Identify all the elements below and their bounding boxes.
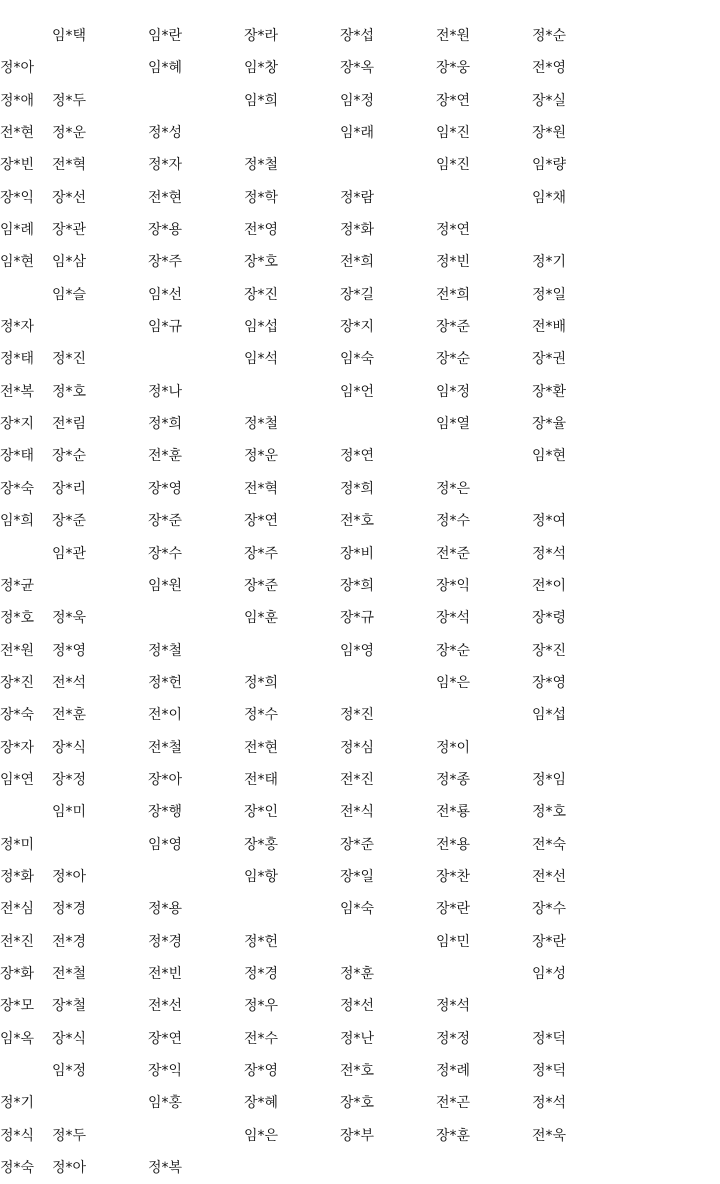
name-cell: 임*희: [0, 513, 35, 530]
name-cell: 정*두: [52, 1127, 87, 1144]
name-cell: 정*선: [340, 998, 375, 1015]
name-cell: 장*숙: [0, 707, 35, 724]
name-cell: 전*희: [340, 254, 375, 271]
name-cell: 장*준: [436, 319, 471, 336]
name-cell: 정*성: [148, 125, 183, 142]
name-cell: 전*훈: [148, 448, 183, 465]
name-cell: 전*원: [436, 28, 471, 44]
name-cell: 장*석: [436, 610, 471, 627]
name-cell: 정*철: [148, 642, 183, 659]
row-margin: [148, 861, 244, 893]
name-cell: 임*창: [244, 60, 279, 77]
name-cell: 임*란: [148, 28, 183, 44]
name-cell: 임*언: [340, 383, 375, 400]
name-cell: 정*임: [532, 771, 567, 788]
name-cell: 장*순: [436, 642, 471, 659]
name-cell: 장*태: [0, 448, 35, 465]
name-cell: 임*은: [244, 1127, 279, 1144]
name-cell: 정*덕: [532, 1063, 567, 1079]
name-cell: 임*삼: [52, 254, 87, 271]
name-cell: 전*영: [532, 60, 567, 77]
name-cell: 장*수: [532, 901, 567, 918]
name-cell: 정*기: [532, 254, 567, 271]
name-cell: 장*리: [52, 480, 87, 497]
name-cell: 정*숙: [0, 1160, 35, 1177]
name-cell: 장*라: [244, 28, 279, 44]
name-cell: 임*규: [148, 319, 183, 336]
name-cell: 장*웅: [436, 60, 471, 77]
row-margin: [340, 667, 436, 699]
name-cell: 정*아: [52, 868, 87, 885]
name-cell: 장*영: [148, 480, 183, 497]
row-margin: [244, 893, 340, 925]
name-cell: 임*섭: [244, 319, 279, 336]
name-cell: 정*종: [436, 771, 471, 788]
name-cell: 전*준: [436, 545, 471, 562]
row-margin: [148, 343, 244, 375]
name-cell: 정*난: [340, 1030, 375, 1047]
row-margin: [340, 926, 436, 958]
name-cell: 장*숙: [0, 480, 35, 497]
name-cell: 장*규: [340, 610, 375, 627]
name-cell: 장*길: [340, 286, 375, 303]
name-cell: 정*례: [436, 1063, 471, 1079]
name-cell: 정*애: [0, 92, 35, 109]
name-cell: 정*일: [532, 286, 567, 303]
name-cell: 임*량: [532, 157, 567, 174]
name-cell: 정*자: [0, 319, 35, 336]
name-cell: 전*배: [532, 319, 567, 336]
name-cell: 임*채: [532, 189, 567, 206]
name-cell: 장*비: [340, 545, 375, 562]
name-cell: 장*주: [148, 254, 183, 271]
name-cell: 정*석: [532, 545, 567, 562]
name-cell: 전*욱: [532, 1127, 567, 1144]
name-cell: 장*선: [52, 189, 87, 206]
row-margin: [0, 796, 52, 828]
name-cell: 정*여: [532, 513, 567, 530]
name-cell: 정*덕: [532, 1030, 567, 1047]
row-margin: [52, 1087, 148, 1119]
name-cell: 임*은: [436, 674, 471, 691]
name-cell: 장*익: [436, 577, 471, 594]
name-cell: 장*령: [532, 610, 567, 627]
name-cell: 장*철: [52, 998, 87, 1015]
name-cell: 정*연: [340, 448, 375, 465]
name-cell: 전*식: [340, 804, 375, 821]
row-margin: [52, 570, 148, 602]
name-cell: 전*현: [148, 189, 183, 206]
name-cell: 임*석: [244, 351, 279, 368]
row-margin: [52, 829, 148, 861]
name-cell: 전*현: [244, 739, 279, 756]
name-cell: 전*혁: [244, 480, 279, 497]
name-cell: 장*섭: [340, 28, 375, 44]
name-cell: 임*옥: [0, 1030, 35, 1047]
name-cell: 전*태: [244, 771, 279, 788]
name-cell: 장*식: [52, 1030, 87, 1047]
name-cell: 장*일: [340, 868, 375, 885]
name-cell: 정*운: [52, 125, 87, 142]
name-cell: 장*빈: [0, 157, 35, 174]
name-cell: 전*현: [0, 125, 35, 142]
row-margin: [244, 635, 340, 667]
name-cell: 장*진: [244, 286, 279, 303]
name-cell: 정*진: [340, 707, 375, 724]
name-cell: 임*미: [52, 804, 87, 821]
row-margin: [0, 20, 52, 52]
name-cell: 장*정: [52, 771, 87, 788]
name-cell: 장*환: [532, 383, 567, 400]
name-cell: 장*진: [532, 642, 567, 659]
name-cell: 정*아: [52, 1160, 87, 1177]
name-cell: 장*연: [436, 92, 471, 109]
name-cell: 임*선: [148, 286, 183, 303]
name-cell: 정*헌: [244, 933, 279, 950]
row-margin: [244, 376, 340, 408]
name-cell: 전*희: [436, 286, 471, 303]
name-cell: 임*영: [340, 642, 375, 659]
name-cell: 전*수: [244, 1030, 279, 1047]
row-margin: [148, 85, 244, 117]
name-cell: 임*성: [532, 965, 567, 982]
name-cell: 전*영: [244, 222, 279, 239]
name-cell: 임*정: [52, 1063, 87, 1079]
name-cell: 정*호: [532, 804, 567, 821]
name-cell: 정*나: [148, 383, 183, 400]
name-cell: 임*정: [436, 383, 471, 400]
name-cell: 임*현: [532, 448, 567, 465]
name-cell: 장*실: [532, 92, 567, 109]
name-cell: 장*원: [532, 125, 567, 142]
name-cell: 장*진: [0, 674, 35, 691]
name-cell: 장*관: [52, 222, 87, 239]
name-cell: 정*진: [52, 351, 87, 368]
name-cell: 정*순: [532, 28, 567, 44]
name-cell: 정*이: [436, 739, 471, 756]
name-cell: 장*인: [244, 804, 279, 821]
name-cell: 임*래: [340, 125, 375, 142]
name-cell: 정*석: [532, 1095, 567, 1112]
row-margin: [340, 149, 436, 181]
row-margin: [0, 1055, 52, 1087]
name-cell: 전*훈: [52, 707, 87, 724]
row-margin: [52, 311, 148, 343]
row-margin: [0, 279, 52, 311]
name-cell: 전*빈: [148, 965, 183, 982]
name-cell: 임*연: [0, 771, 35, 788]
name-cell: 정*희: [244, 674, 279, 691]
name-cell: 전*석: [52, 674, 87, 691]
name-cell: 임*슬: [52, 286, 87, 303]
name-cell: 장*준: [340, 836, 375, 853]
name-cell: 임*숙: [340, 901, 375, 918]
name-cell: 전*숙: [532, 836, 567, 853]
name-cell: 정*태: [0, 351, 35, 368]
name-cell: 정*화: [0, 868, 35, 885]
name-cell: 정*은: [436, 480, 471, 497]
name-cell: 정*경: [52, 901, 87, 918]
name-cell: 전*이: [532, 577, 567, 594]
name-cell: 장*혜: [244, 1095, 279, 1112]
name-cell: 정*희: [148, 416, 183, 433]
name-cell: 정*정: [436, 1030, 471, 1047]
name-cell: 정*희: [340, 480, 375, 497]
name-cell: 정*욱: [52, 610, 87, 627]
name-cell: 정*식: [0, 1127, 35, 1144]
name-cell: 장*지: [0, 416, 35, 433]
row-margin: [436, 182, 532, 214]
name-cell: 전*경: [52, 933, 87, 950]
name-cell: 정*균: [0, 577, 35, 594]
row-margin: [244, 117, 340, 149]
name-cell: 임*섭: [532, 707, 567, 724]
name-cell: 장*주: [244, 545, 279, 562]
name-cell: 장*식: [52, 739, 87, 756]
name-cell: 장*옥: [340, 60, 375, 77]
name-cell: 장*부: [340, 1127, 375, 1144]
name-cell: 임*례: [0, 222, 35, 239]
row-margin: [532, 214, 628, 246]
name-cell: 임*원: [148, 577, 183, 594]
name-cell: 임*민: [436, 933, 471, 950]
name-cell: 장*영: [244, 1063, 279, 1079]
name-cell: 장*화: [0, 965, 35, 982]
name-cell: 정*연: [436, 222, 471, 239]
name-cell: 장*희: [340, 577, 375, 594]
name-cell: 장*준: [244, 577, 279, 594]
row-margin: [340, 408, 436, 440]
name-cell: 정*기: [0, 1095, 35, 1112]
name-cell: 장*준: [52, 513, 87, 530]
name-cell: 장*익: [148, 1063, 183, 1079]
name-cell: 정*경: [148, 933, 183, 950]
name-cell: 전*룡: [436, 804, 471, 821]
name-cell: 임*영: [148, 836, 183, 853]
name-cell: 장*연: [244, 513, 279, 530]
row-margin: [436, 440, 532, 472]
name-cell: 정*영: [52, 642, 87, 659]
name-cell: 정*호: [52, 383, 87, 400]
name-cell: 장*율: [532, 416, 567, 433]
name-cell: 임*현: [0, 254, 35, 271]
name-cell: 전*선: [148, 998, 183, 1015]
name-cell: 정*복: [148, 1160, 183, 1177]
name-cell: 전*선: [532, 868, 567, 885]
name-cell: 장*행: [148, 804, 183, 821]
name-cell: 장*찬: [436, 868, 471, 885]
name-cell: 임*희: [244, 92, 279, 109]
name-cell: 정*심: [340, 739, 375, 756]
name-cell: 임*숙: [340, 351, 375, 368]
name-cell: 장*아: [148, 771, 183, 788]
name-cell: 전*이: [148, 707, 183, 724]
name-cell: 임*훈: [244, 610, 279, 627]
name-cell: 정*자: [148, 157, 183, 174]
name-cell: 임*열: [436, 416, 471, 433]
name-cell: 장*준: [148, 513, 183, 530]
name-cell: 임*진: [436, 125, 471, 142]
name-cell: 장*란: [532, 933, 567, 950]
row-margin: [532, 473, 628, 505]
name-cell: 장*훈: [436, 1127, 471, 1144]
name-cell: 정*철: [244, 416, 279, 433]
name-cell: 장*란: [436, 901, 471, 918]
name-cell: 장*홍: [244, 836, 279, 853]
name-cell: 장*순: [436, 351, 471, 368]
name-cell: 전*호: [340, 513, 375, 530]
name-cell: 장*연: [148, 1030, 183, 1047]
name-cell: 전*원: [0, 642, 35, 659]
name-cell: 장*순: [52, 448, 87, 465]
row-margin: [148, 602, 244, 634]
name-cell: 장*영: [532, 674, 567, 691]
name-cell: 장*호: [340, 1095, 375, 1112]
name-cell: 정*화: [340, 222, 375, 239]
name-cell: 임*정: [340, 92, 375, 109]
name-cell: 전*철: [52, 965, 87, 982]
name-cell: 정*헌: [148, 674, 183, 691]
name-cell: 전*림: [52, 416, 87, 433]
row-margin: [532, 990, 628, 1022]
name-cell: 임*혜: [148, 60, 183, 77]
row-margin: [532, 732, 628, 764]
row-margin: [436, 958, 532, 990]
name-cell: 장*호: [244, 254, 279, 271]
name-cell: 전*복: [0, 383, 35, 400]
name-cell: 임*택: [52, 28, 87, 44]
name-cell: 정*석: [436, 998, 471, 1015]
row-margin: [436, 699, 532, 731]
name-cell: 임*관: [52, 545, 87, 562]
name-cell: 정*운: [244, 448, 279, 465]
name-cell: 전*호: [340, 1063, 375, 1079]
name-cell: 정*두: [52, 92, 87, 109]
name-cell: 정*빈: [436, 254, 471, 271]
name-cell: 장*용: [148, 222, 183, 239]
name-cell: 장*수: [148, 545, 183, 562]
name-cell: 임*진: [436, 157, 471, 174]
name-cell: 전*진: [0, 933, 35, 950]
name-cell: 전*심: [0, 901, 35, 918]
name-cell: 장*지: [340, 319, 375, 336]
name-cell: 정*미: [0, 836, 35, 853]
name-cell: 정*람: [340, 189, 375, 206]
row-margin: [0, 538, 52, 570]
name-cell: 장*자: [0, 739, 35, 756]
name-cell: 정*학: [244, 189, 279, 206]
name-cell: 전*용: [436, 836, 471, 853]
name-cell: 정*용: [148, 901, 183, 918]
row-margin: [52, 52, 148, 84]
name-cell: 정*수: [244, 707, 279, 724]
name-cell: 정*수: [436, 513, 471, 530]
name-cell: 임*항: [244, 868, 279, 885]
name-cell: 정*철: [244, 157, 279, 174]
name-cell: 임*홍: [148, 1095, 183, 1112]
row-margin: [148, 1120, 244, 1152]
name-cell: 정*훈: [340, 965, 375, 982]
name-cell: 정*아: [0, 60, 35, 77]
name-cell: 정*호: [0, 610, 35, 627]
name-cell: 장*모: [0, 998, 35, 1015]
name-cell: 전*혁: [52, 157, 87, 174]
name-cell: 장*익: [0, 189, 35, 206]
name-cell: 정*경: [244, 965, 279, 982]
name-cell: 장*권: [532, 351, 567, 368]
name-cell: 전*철: [148, 739, 183, 756]
name-cell: 정*우: [244, 998, 279, 1015]
name-cell: 전*진: [340, 771, 375, 788]
name-cell: 전*곤: [436, 1095, 471, 1112]
name-grid: [0, 20, 720, 1184]
